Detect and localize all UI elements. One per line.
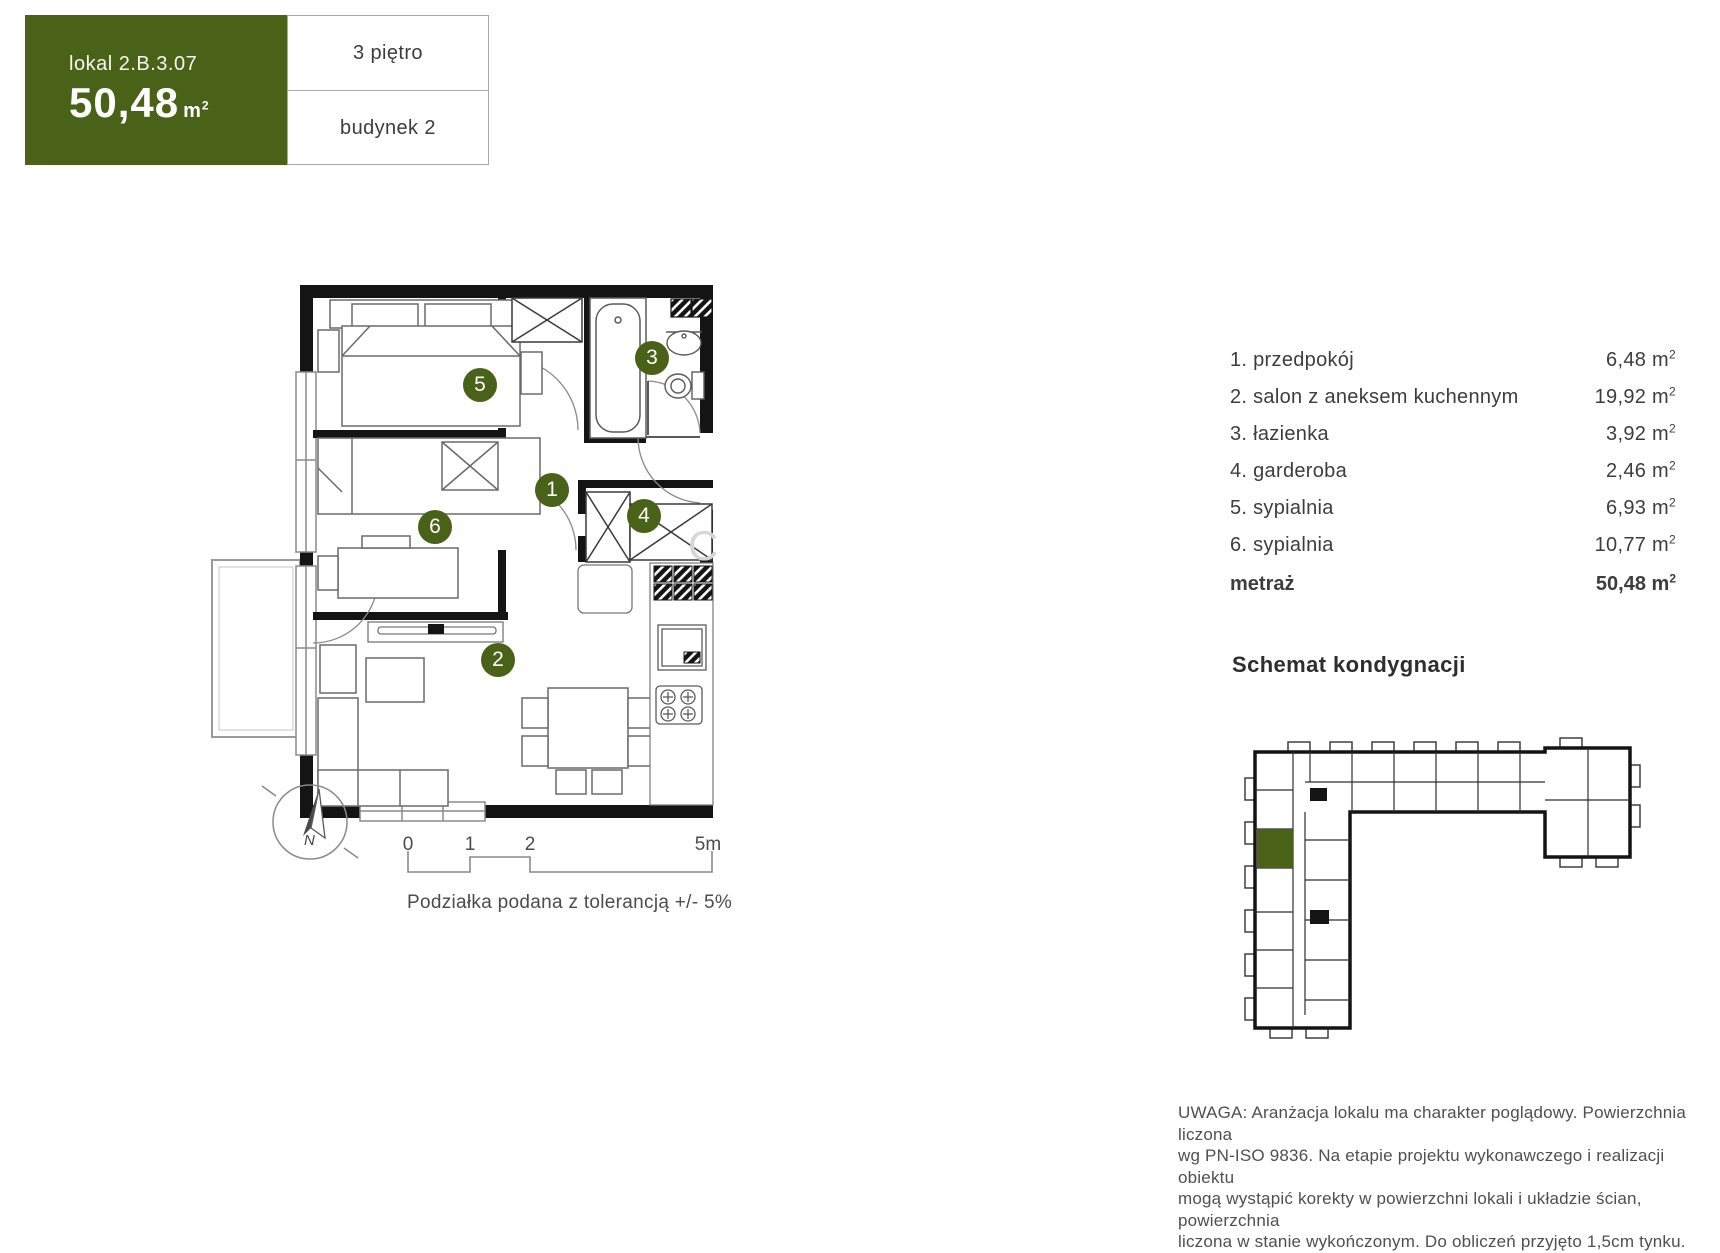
room-area: 2,46 $m^2$ [1606,458,1676,482]
total-area: 50,48 $m^2$ [1595,571,1676,595]
total-area-row [1230,573,1676,596]
room-area: 6,48 $m^2$ [1606,347,1676,371]
scale-tick-0: 0 [402,834,414,855]
scale-tick-2: 2 [524,834,536,855]
building-schematic [1245,738,1640,1038]
scale-tick-1: 1 [464,834,476,855]
scale-bar [408,851,712,872]
room-number-badge-6: 6 [418,510,452,544]
room-name: 6. sypialnia [1230,534,1334,556]
unit-number-label: lokal 2.B.3.07 [69,53,198,75]
scale-tolerance-note: Podziałka podana z tolerancją +/- 5% [407,892,733,913]
room-list [1230,349,1676,571]
building-label: budynek 2 [340,116,436,139]
disclaimer-line: wg PN-ISO 9836. Na etapie projektu wykonawczego i realizacji obiektu [1178,1146,1665,1187]
room-list-row [1230,386,1676,423]
room-list-row [1230,423,1676,460]
room-number-badge-3: 3 [635,341,669,375]
scale-tick-5m: 5m [694,834,722,855]
room-area: 10,77 $m^2$ [1594,532,1676,556]
room-list-row [1230,497,1676,534]
room-name: 3. łazienka [1230,423,1329,445]
unit-meta-cells [287,15,489,165]
room-number-badge-5: 5 [463,368,497,402]
room-number-badge-2: 2 [481,643,515,677]
room-area: 3,92 $m^2$ [1606,421,1676,445]
watermark-letter: C [688,522,719,569]
room-area: 6,93 $m^2$ [1606,495,1676,519]
room-name: 4. garderoba [1230,460,1348,482]
room-name: 2. salon z aneksem kuchennym [1230,386,1519,408]
schematic-unit-highlight [1257,829,1293,868]
unit-area-value: 50,48 $m^2$ [69,79,210,126]
schematic-title: Schemat kondygnacji [1232,652,1466,677]
disclaimer-line: mogą wystąpić korekty w powierzchni lokali i układzie ścian, powierzchnia [1178,1189,1642,1230]
room-name: 1. przedpokój [1230,349,1354,371]
room-name: 5. sypialnia [1230,497,1334,519]
room-list-row [1230,349,1676,386]
room-area: 19,92 $m^2$ [1594,384,1676,408]
disclaimer-text [1178,1102,1718,1253]
total-label: metraż [1230,573,1295,595]
compass-north-label: N [304,832,315,849]
room-list-row [1230,460,1676,497]
room-list-row [1230,534,1676,571]
room-number-badge-1: 1 [535,473,569,507]
disclaimer-line: UWAGA: Aranżacja lokalu ma charakter poglądowy. Powierzchnia liczona [1178,1103,1687,1144]
floor-label: 3 piętro [288,16,488,91]
room-number-badge-4: 4 [627,499,661,533]
disclaimer-line: liczona w stanie wykończonym. Do obliczeń przyjęto 1,5cm tynku. [1178,1232,1686,1251]
unit-header-card [25,15,287,165]
